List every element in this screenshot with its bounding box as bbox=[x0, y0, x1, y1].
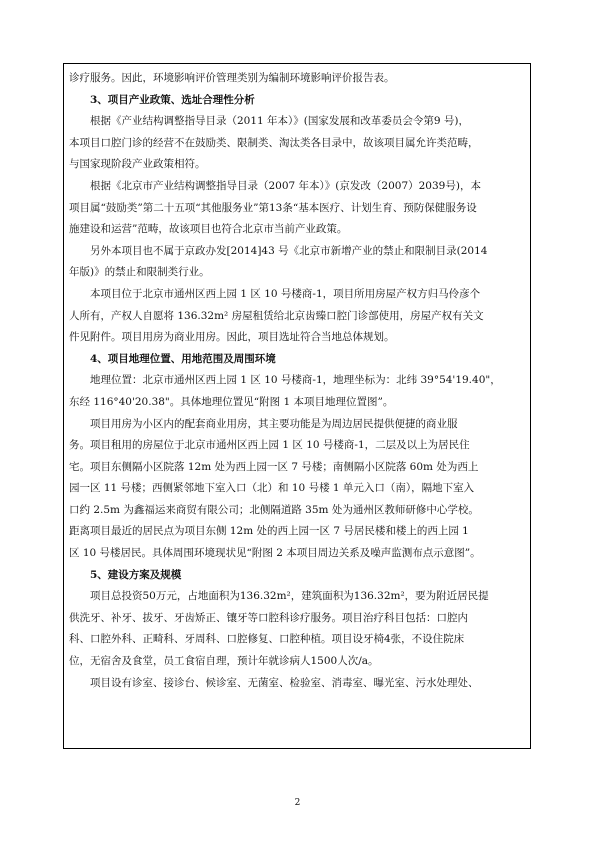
paragraph-line: 宅。项目东侧隔小区院落 12m 处为西上园一区 7 号楼；南侧隔小区院落 60m 处为西上 bbox=[69, 460, 479, 473]
paragraph-line: 区 10 号楼居民。具体周围环境现状见“附图 2 本项目周边关系及噪声监测布点示意图”。 bbox=[69, 547, 481, 560]
paragraph-line: 根据《产业结构调整指导目录（2011 年本）》(国家发展和改革委员会令第9 号)， bbox=[90, 115, 470, 128]
paragraph-line: 供洗牙、补牙、拔牙、牙齿矫正、镶牙等口腔科诊疗服务。项目治疗科目包括：口腔内 bbox=[69, 611, 468, 624]
paragraph-line: 项目属“鼓励类”第二十五项“其他服务业”第13条“基本医疗、计划生育、预防保健服务设 bbox=[69, 201, 477, 214]
paragraph-line: 件见附件。项目用房为商业用房。因此，项目选址符合当地总体规划。 bbox=[69, 331, 395, 344]
paragraph-line: 东经 116°40'20.38"。具体地理位置见“附图 1 本项目地理位置图”。 bbox=[69, 395, 394, 408]
paragraph-line: 根据《北京市产业结构调整指导目录（2007 年本）》(京发改（2007）2039号)，本 bbox=[90, 179, 481, 192]
page-number: 2 bbox=[294, 798, 301, 808]
paragraph-line: 人所有，产权人自愿将 136.32m² 房屋租赁给北京齿臻口腔门诊部使用，房屋产权有关文 bbox=[69, 309, 484, 322]
paragraph-line: 地理位置：北京市通州区西上园 1 区 10 号楼商-1，地理坐标为：北纬 39°54'19.40"， bbox=[90, 374, 501, 387]
paragraph-line: 园一区 11 号楼；西侧紧邻地下室入口（北）和 10 号楼 1 单元入口（南），隔地下室入 bbox=[69, 482, 475, 495]
paragraph-line: 项目总投资50万元，占地面积为136.32m²，建筑面积为136.32m²，要为附近居民提 bbox=[90, 590, 489, 603]
paragraph-line: 诊疗服务。因此，环境影响评价管理类别为编制环境影响评价报告表。 bbox=[69, 72, 395, 84]
paragraph-line: 年版)》的禁止和限制类行业。 bbox=[69, 266, 210, 279]
paragraph-line: 务。项目租用的房屋位于北京市通州区西上园 1 区 10 号楼商-1，二层及以上为居民住 bbox=[69, 439, 470, 452]
paragraph-line: 本项目位于北京市通州区西上园 1 区 10 号楼商-1，项目所用房屋产权方归马伶彦个 bbox=[90, 287, 481, 300]
document-body bbox=[64, 68, 530, 694]
section-heading: 4、项目地理位置、用地范围及周围环境 bbox=[90, 352, 276, 365]
paragraph-line: 位，无宿舍及食堂，员工食宿自理，预计年就诊病人1500人次/a。 bbox=[69, 655, 379, 668]
section-heading: 5、建设方案及规模 bbox=[90, 568, 182, 581]
paragraph-line: 项目设有诊室、接诊台、候诊室、无菌室、检验室、消毒室、曝光室、污水处理处、 bbox=[90, 676, 479, 689]
paragraph-line: 口约 2.5m 为鑫福运来商贸有限公司；北侧隔道路 35m 处为通州区教师研修中心学校。 bbox=[69, 503, 479, 516]
paragraph-line: 本项目口腔门诊的经营不在鼓励类、限制类、淘汰类各目录中，故该项目属允许类范畴， bbox=[69, 136, 479, 149]
paragraph-line: 项目用房为小区内的配套商业用房，其主要功能是为周边居民提供便捷的商业服 bbox=[90, 417, 458, 430]
section-heading: 3、项目产业政策、选址合理性分析 bbox=[90, 93, 255, 106]
paragraph-line: 另外本项目也不属于京政办发[2014]43 号《北京市新增产业的禁止和限制目录(2014 bbox=[90, 244, 488, 257]
content-frame bbox=[63, 63, 531, 749]
paragraph-line: 科、口腔外科、正畸科、牙周科、口腔修复、口腔种植。项目设牙椅4张，不设住院床 bbox=[69, 633, 465, 646]
paragraph-line: 距离项目最近的居民点为项目东侧 12m 处的西上园一区 7 号居民楼和楼上的西上园 1 bbox=[69, 525, 469, 538]
paragraph-line: 施建设和运营”范畴，故该项目也符合北京市当前产业政策。 bbox=[69, 223, 348, 236]
paragraph-line: 与国家现阶段产业政策相符。 bbox=[69, 158, 206, 171]
